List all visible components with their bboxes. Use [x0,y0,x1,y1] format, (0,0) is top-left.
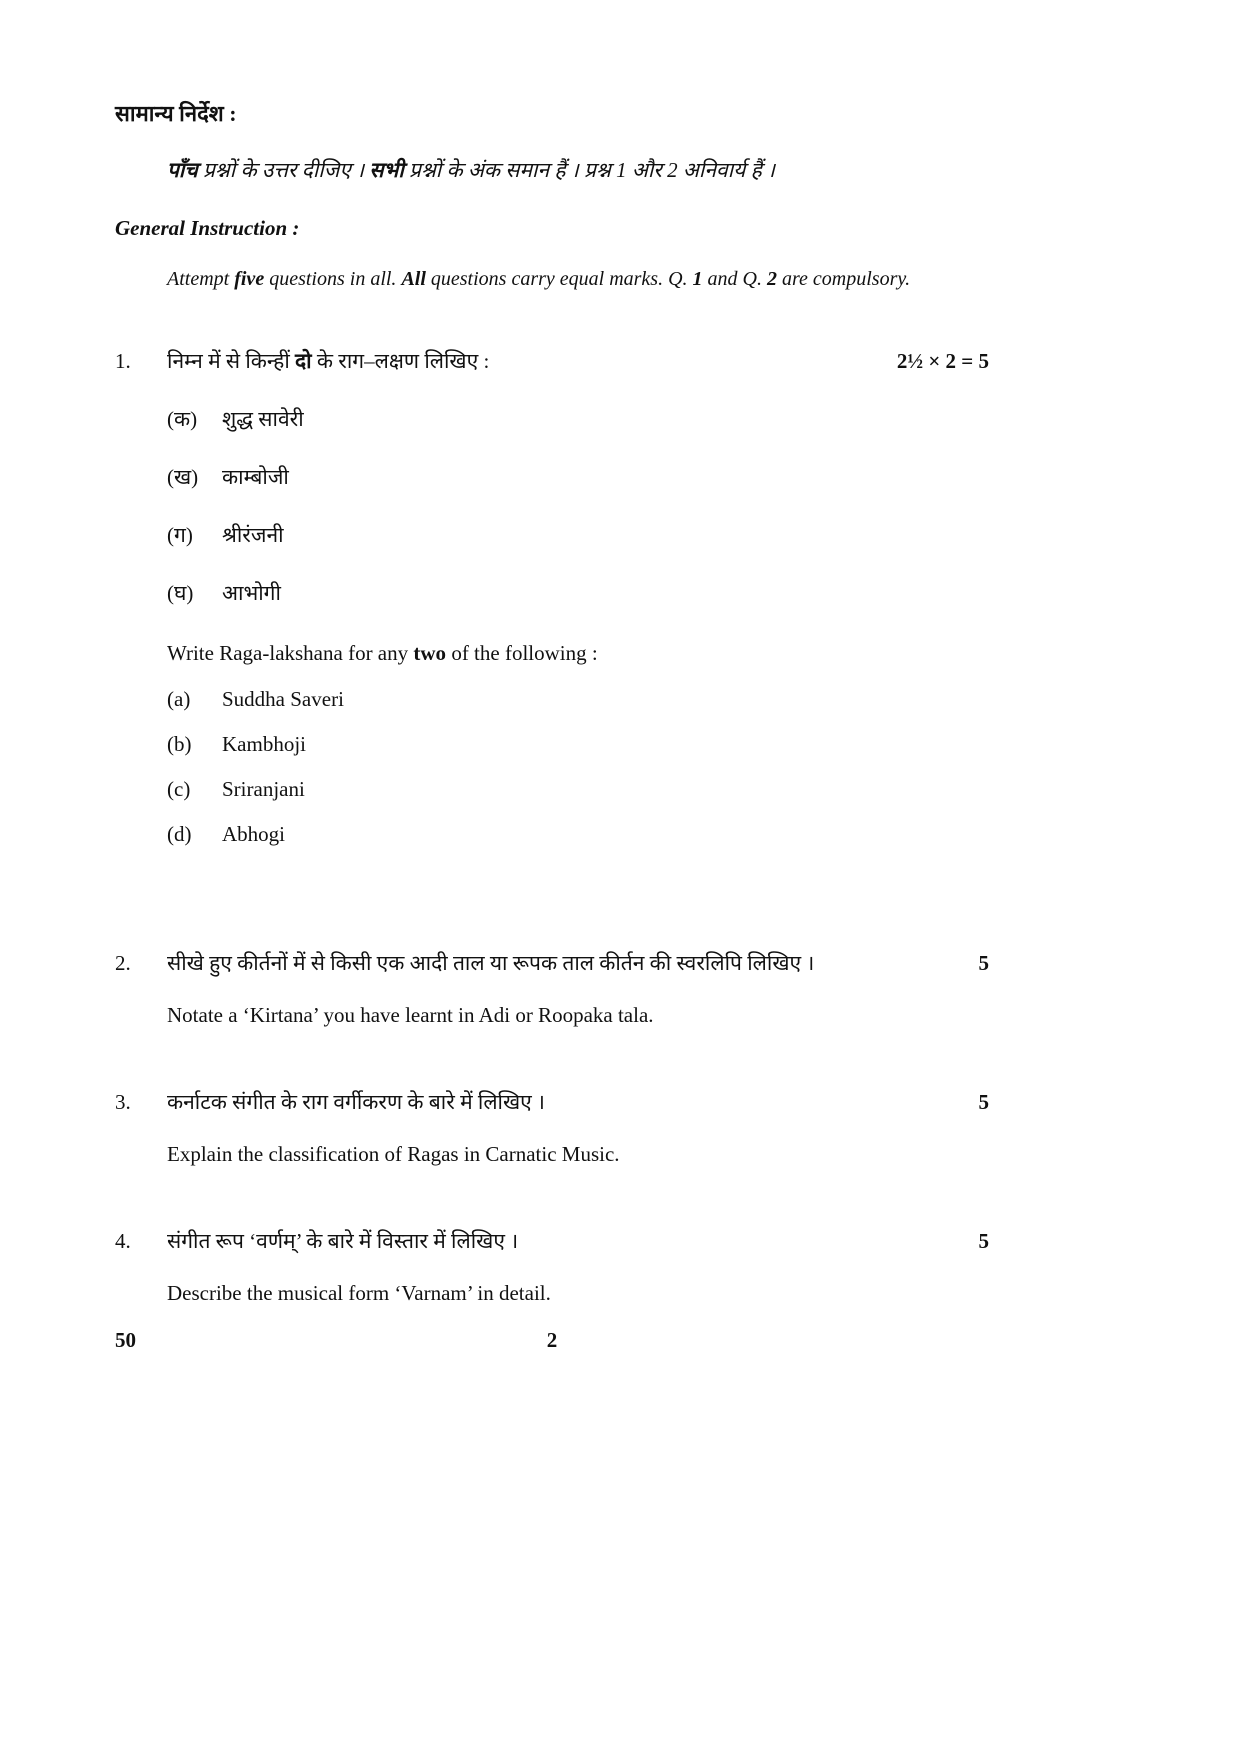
option-row [167,687,989,712]
option-row [167,405,989,433]
text-segment: सभी [369,158,404,182]
page-footer [115,1328,989,1358]
option-text: आभोगी [222,581,281,605]
question-text-english: Notate a ‘Kirtana’ you have learnt in Adi or Roopaka tala. [167,1003,654,1027]
text-segment: प्रश्नों के अंक समान हैं । प्रश्न [403,158,617,182]
question-number: 2. [115,951,131,975]
question-number: 4. [115,1229,131,1253]
option-row [167,463,989,491]
general-instructions-section [115,98,989,299]
option-row [167,579,989,607]
question-3-heading-row [115,1088,989,1116]
text-segment: questions in all. [264,268,402,290]
question-number: 3. [115,1090,131,1114]
option-text: Kambhoji [222,732,306,756]
text-segment: Attempt [167,268,235,290]
text-segment: Write Raga-lakshana for any [167,641,414,665]
text-segment: अनिवार्य हैं । [677,158,775,182]
option-label: (d) [167,822,192,846]
option-text: Sriranjani [222,777,305,801]
question-1 [115,347,989,847]
text-segment: All [401,268,426,290]
page-number: 2 [546,1328,558,1352]
text-segment: 2 [667,158,678,182]
option-row [167,732,989,757]
option-row [167,777,989,802]
question-number: 1. [115,349,131,373]
text-segment: के राग–लक्षण लिखिए : [311,349,490,373]
question-text-hindi: सीखे हुए कीर्तनों में से किसी एक आदी ताल या रूपक ताल कीर्तन की स्वरलिपि लिखिए । [167,951,815,975]
question-2 [115,949,989,1028]
text-segment: पाँच [167,158,198,182]
option-row [167,822,989,847]
option-label: (ख) [167,465,199,489]
question-text-hindi: संगीत रूप ‘वर्णम्’ के बारे में विस्तार में लिखिए । [167,1229,519,1253]
english-instructions-body [167,259,989,299]
question-1-heading-row [115,347,989,375]
text-segment: five [234,268,265,290]
text-segment: are compulsory. [776,268,911,290]
question-marks: 5 [978,1090,989,1114]
text-segment: 1 [692,268,703,290]
option-label: (a) [167,687,191,711]
option-label: (घ) [167,581,194,605]
option-label: (c) [167,777,191,801]
option-row [167,521,989,549]
english-instructions-heading: General Instruction : [115,216,300,240]
option-text: Suddha Saveri [222,687,344,711]
text-segment: प्रश्नों के उत्तर दीजिए । [197,158,370,182]
question-marks: 5 [978,1229,989,1253]
text-segment: 2 [766,268,777,290]
question-text-english [167,641,989,666]
option-text: काम्बोजी [222,465,289,489]
question-text-hindi: कर्नाटक संगीत के राग वर्गीकरण के बारे में लिखिए । [167,1090,545,1114]
option-text: शुद्ध सावेरी [222,407,304,431]
option-label: (क) [167,407,198,431]
option-text: श्रीरंजनी [222,523,284,547]
text-segment: two [413,641,447,665]
text-segment: निम्न में से किन्हीं [167,349,296,373]
text-segment: and Q. [702,268,767,290]
hindi-instructions-body [167,156,989,184]
text-segment: और [626,158,668,182]
question-text-english: Explain the classification of Ragas in Carnatic Music. [167,1142,620,1166]
text-segment: questions carry equal marks. Q. [425,268,693,290]
question-marks: 2½ × 2 = 5 [896,349,989,373]
question-4 [115,1227,989,1306]
option-label: (b) [167,732,192,756]
question-3 [115,1088,989,1167]
paper-code: 50 [115,1328,136,1352]
question-text-hindi [167,347,879,375]
question-marks: 5 [978,951,989,975]
text-segment: 1 [616,158,627,182]
question-2-heading-row [115,949,989,977]
question-text-english: Describe the musical form ‘Varnam’ in detail. [167,1281,551,1305]
hindi-instructions-heading: सामान्य निर्देश : [115,101,237,126]
text-segment: दो [295,349,312,373]
option-label: (ग) [167,523,193,547]
text-segment: of the following : [446,641,598,665]
option-text: Abhogi [222,822,285,846]
question-4-heading-row [115,1227,989,1255]
